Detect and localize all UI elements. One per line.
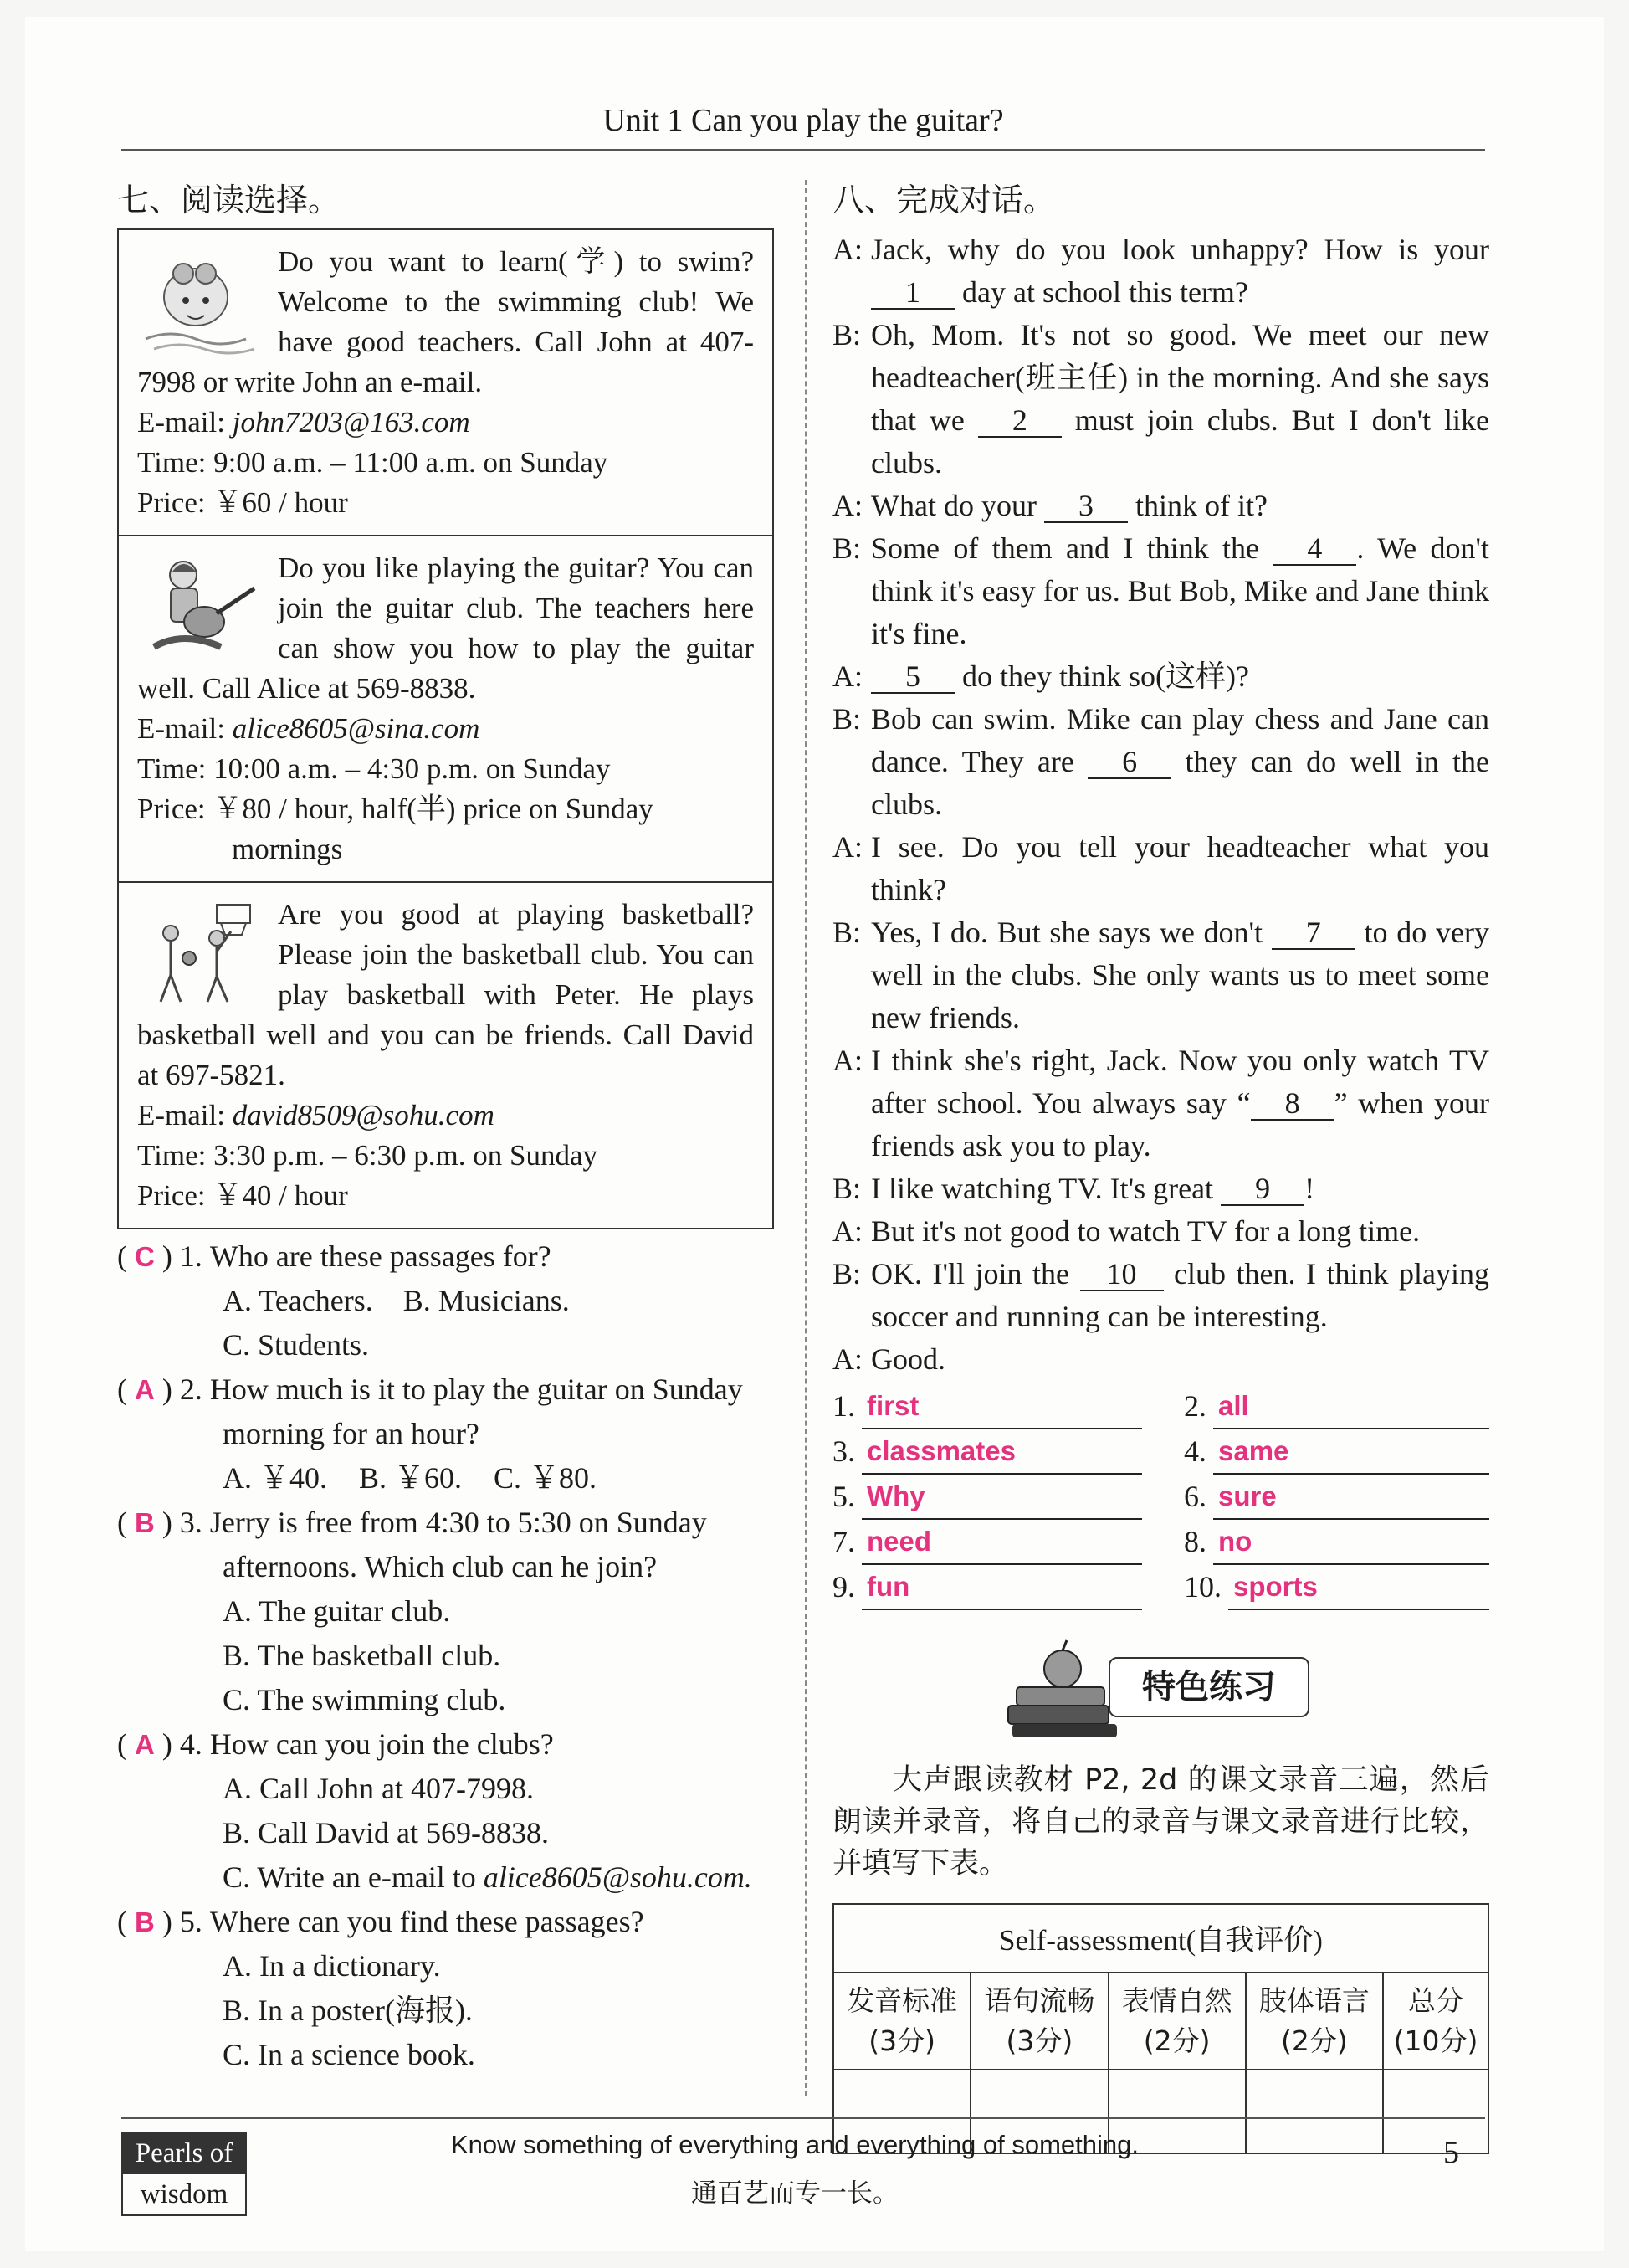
- ad-guitar: [119, 536, 772, 883]
- answer-word: same: [1213, 1429, 1489, 1475]
- speaker: B:: [832, 531, 862, 565]
- blank-8: 8: [1251, 1087, 1334, 1121]
- dialogue-text: OK. I'll join the: [871, 1257, 1080, 1291]
- blank-1: 1: [871, 276, 955, 310]
- criterion-score: (3分): [868, 2024, 935, 2057]
- score-cell-4[interactable]: [1246, 2070, 1383, 2153]
- dialogue-line: [832, 655, 1489, 698]
- dialogue-text: Oh, Mom. It's not so good. We meet our new headteacher(班主任) in the morning. And she says that we: [871, 318, 1489, 437]
- blank-6: 6: [1088, 746, 1171, 779]
- dialogue-text: What do your: [871, 489, 1044, 522]
- question-1: ( C ) 1. Who are these passages for?: [117, 1234, 778, 1279]
- ad-basketball-time: Time: 3:30 p.m. – 6:30 p.m. on Sunday: [137, 1139, 598, 1172]
- dialogue-text: . We don't think it's easy for us. But Bob, Mike and Jane think it's fine.: [871, 531, 1489, 650]
- answer-item: [832, 1384, 1184, 1429]
- speaker: B:: [832, 916, 862, 949]
- ad-swimming-email: E-mail: john7203@163.com: [137, 406, 470, 439]
- answer-num: 9.: [832, 1570, 855, 1604]
- dialogue-text: Bob can swim. Mike can play chess and Jane can dance. They are: [871, 702, 1489, 778]
- answer-item: [1184, 1565, 1489, 1610]
- blank-5: 5: [871, 660, 955, 694]
- ad-guitar-price-cont: mornings: [232, 833, 343, 865]
- question-5-stem: Where can you find these passages?: [209, 1905, 644, 1938]
- dialogue-text: But it's not good to watch TV for a long time.: [871, 1214, 1421, 1248]
- blank-2: 2: [978, 404, 1062, 438]
- guitarist-illustration: [137, 553, 263, 662]
- answer-word: fun: [862, 1565, 1142, 1610]
- answer-num: 7.: [832, 1525, 855, 1558]
- question-1-stem: Who are these passages for?: [209, 1239, 551, 1273]
- dialogue-text: Jack, why do you look unhappy? How is your: [871, 233, 1489, 266]
- motto-en: Know something of everything and everything of something.: [451, 2130, 1139, 2159]
- blank-3: 3: [1044, 490, 1128, 523]
- answer-2: A: [135, 1374, 155, 1405]
- dialogue-line: [832, 1167, 1489, 1210]
- speaker: B:: [832, 702, 862, 736]
- answer-item: [832, 1475, 1184, 1520]
- answer-num: 2.: [1184, 1389, 1206, 1423]
- answer-num: 5.: [832, 1480, 855, 1513]
- ad-basketball-email: E-mail: david8509@sohu.com: [137, 1099, 494, 1131]
- answer-num: 1.: [832, 1389, 855, 1423]
- criterion-cell: [971, 1973, 1108, 2070]
- right-column: [832, 167, 1489, 2154]
- page-number: 5: [1443, 2135, 1459, 2170]
- self-assessment-table: [832, 1903, 1489, 2154]
- ad-swimming-price: Price: ￥60 / hour: [137, 486, 348, 519]
- ad-guitar-price: Price: ￥80 / hour, half(半) price on Sunday: [137, 793, 653, 825]
- question-3-stem: Jerry is free from 4:30 to 5:30 on Sunday: [209, 1506, 707, 1539]
- ads-box: [117, 228, 774, 1229]
- answer-num: 10.: [1184, 1570, 1222, 1604]
- dialogue-line: [832, 826, 1489, 911]
- answer-word: first: [862, 1384, 1142, 1429]
- blank-7: 7: [1272, 916, 1355, 950]
- answer-item: [1184, 1475, 1489, 1520]
- dialogue-text: Good.: [871, 1342, 945, 1376]
- section-7-title: 七、阅读选择。: [117, 182, 341, 218]
- dialogue-line: [832, 1039, 1489, 1167]
- criterion-name: 发音标准: [847, 1984, 958, 2017]
- ad-guitar-email: E-mail: alice8605@sina.com: [137, 712, 480, 745]
- section-8-title: 八、完成对话。: [832, 182, 1056, 218]
- speaker: B:: [832, 1257, 862, 1291]
- speaker: B:: [832, 1172, 862, 1205]
- footer-rule: [121, 2117, 1485, 2119]
- ad-swimming-time: Time: 9:00 a.m. – 11:00 a.m. on Sunday: [137, 446, 608, 479]
- speaker: A:: [832, 830, 863, 864]
- dialogue-text: I think she's right, Jack. Now you only watch TV after school. You always say “: [871, 1044, 1489, 1120]
- dialogue-text: to do very well in the clubs. She only wants us to meet some new friends.: [871, 916, 1489, 1034]
- answer-item: [832, 1565, 1184, 1610]
- answer-num: 8.: [1184, 1525, 1206, 1558]
- dialogue-line: [832, 1338, 1489, 1381]
- question-2: ( A ) 2. How much is it to play the guitar on Sunday: [117, 1367, 778, 1412]
- dialogue-text: day at school this term?: [955, 275, 1248, 309]
- question-5: ( B ) 5. Where can you find these passages?: [117, 1900, 778, 1944]
- answer-item: [832, 1429, 1184, 1475]
- dialogue-line: [832, 485, 1489, 527]
- answer-word: sports: [1228, 1565, 1489, 1610]
- header-rule: [121, 149, 1485, 151]
- question-1-options: A. Teachers. B. Musicians.: [223, 1284, 570, 1317]
- ad-basketball-price: Price: ￥40 / hour: [137, 1179, 348, 1212]
- criterion-score: (3分): [1006, 2024, 1073, 2057]
- dialogue-text: I see. Do you tell your headteacher what you think?: [871, 830, 1489, 906]
- answer-item: [1184, 1429, 1489, 1475]
- dialogue-line: [832, 698, 1489, 826]
- criterion-cell: [1383, 1973, 1488, 2070]
- dialogue-line: [832, 228, 1489, 314]
- speaker: A:: [832, 1214, 863, 1248]
- dialogue-line: [832, 527, 1489, 655]
- dialogue-text: do they think so(这样)?: [955, 659, 1249, 693]
- ad-basketball: [119, 883, 772, 1228]
- dialogue-text: I like watching TV. It's great: [871, 1172, 1222, 1205]
- dialogue: [832, 228, 1489, 1381]
- dialogue-text: Yes, I do. But she says we don't: [871, 916, 1272, 949]
- answer-3: B: [135, 1507, 155, 1538]
- answer-word: all: [1213, 1384, 1489, 1429]
- answer-item: [832, 1520, 1184, 1565]
- dialogue-text: think of it?: [1127, 489, 1268, 522]
- question-2-stem: How much is it to play the guitar on Sunday: [209, 1373, 743, 1406]
- motto-cn: 通百艺而专一长。: [691, 2178, 899, 2209]
- answer-num: 6.: [1184, 1480, 1206, 1513]
- speaker: A:: [832, 233, 863, 266]
- answer-5: B: [135, 1906, 155, 1937]
- books-apple-icon: [1000, 1634, 1125, 1742]
- answer-item: [1184, 1520, 1489, 1565]
- criterion-score: (2分): [1143, 2024, 1211, 2057]
- ad-basketball-intro: Are you good at playing basketball? Please join the basketball club. You can play basketball with Peter. He plays basketball well and you can be friends. Call David at 697-5821.: [137, 898, 754, 1091]
- blank-10: 10: [1080, 1258, 1164, 1291]
- criterion-name: 语句流畅: [984, 1984, 1095, 2017]
- dialogue-line: [832, 1210, 1489, 1253]
- dialogue-text: Some of them and I think the: [871, 531, 1273, 565]
- answer-num: 3.: [832, 1434, 855, 1468]
- criteria-row: [833, 1973, 1488, 2070]
- column-divider: [805, 180, 807, 2096]
- ad-guitar-intro: Do you like playing the guitar? You can join the guitar club. The teachers here can show you how to play the guitar well. Call Alice at 569-8838.: [137, 552, 754, 705]
- criterion-score: (2分): [1281, 2024, 1348, 2057]
- basketball-illustration: [137, 900, 263, 1008]
- question-4: ( A ) 4. How can you join the clubs?: [117, 1722, 778, 1767]
- answer-key: [832, 1384, 1489, 1610]
- answer-word: need: [862, 1520, 1142, 1565]
- special-practice-banner: [1000, 1634, 1318, 1742]
- score-cell-total[interactable]: [1383, 2070, 1488, 2153]
- blank-9: 9: [1221, 1172, 1304, 1206]
- criterion-name: 肢体语言: [1258, 1984, 1370, 2017]
- criterion-cell: [833, 1973, 971, 2070]
- question-2-options: A. ￥40. B. ￥60. C. ￥80.: [223, 1461, 597, 1495]
- question-3: ( B ) 3. Jerry is free from 4:30 to 5:30 on Sunday: [117, 1501, 778, 1545]
- answer-word: no: [1213, 1520, 1489, 1565]
- dialogue-text: must join clubs. But I don't like clubs.: [871, 403, 1489, 480]
- dialogue-line: [832, 1253, 1489, 1338]
- answer-item: [1184, 1384, 1489, 1429]
- speaker: A:: [832, 1044, 863, 1077]
- dialogue-text: !: [1304, 1172, 1315, 1205]
- dialogue-text: club then. I think playing soccer and running can be interesting.: [871, 1257, 1490, 1333]
- criterion-name: 总分: [1408, 1984, 1463, 2017]
- banner-label: 特色练习: [1109, 1657, 1309, 1717]
- speaker: A:: [832, 659, 863, 693]
- answer-4: A: [135, 1729, 155, 1760]
- speaker: A:: [832, 489, 863, 522]
- criterion-name: 表情自然: [1121, 1984, 1232, 2017]
- speaker: B:: [832, 318, 862, 351]
- ad-guitar-time: Time: 10:00 a.m. – 4:30 p.m. on Sunday: [137, 752, 611, 785]
- reading-questions: ( C ) 1. Who are these passages for? A. Teachers. B. Musicians. C. Students. ( A ) 2. How much is it to play the guitar on Sunday morning for an hour? A. ￥40. B. ￥60. C. ￥80. ( B ) 3. Jerry is free from 4:30 to 5:30 on Sunday afternoons. Which club can he join? A. The guitar club. B. The basketball club. C. The swimming club. ( A ) 4. How can you join the clubs? A. Call John at 407-7998. B. Call David at 569-8838. C. Write an e-mail to alice8605@sohu.com. ( B ) 5. Where can you find these passages? A. In a dictionary. B. In a poster(海报). C. In a science book.: [117, 1234, 778, 2077]
- answer-num: 4.: [1184, 1434, 1206, 1468]
- pearls-of-wisdom-badge: Pearls of wisdom: [121, 2132, 247, 2216]
- answer-1: C: [135, 1241, 155, 1272]
- answer-word: sure: [1213, 1475, 1489, 1520]
- criterion-cell: [1109, 1973, 1246, 2070]
- ad-swimming: [119, 230, 772, 536]
- dialogue-line: [832, 911, 1489, 1039]
- left-column: [117, 167, 778, 2077]
- table-title: Self-assessment(自我评价): [833, 1904, 1488, 1973]
- question-4-stem: How can you join the clubs?: [209, 1727, 554, 1761]
- criterion-score: (10分): [1393, 2024, 1478, 2057]
- dialogue-text: they can do well in the clubs.: [871, 745, 1489, 821]
- blank-4: 4: [1273, 532, 1356, 566]
- speaker: A:: [832, 1342, 863, 1376]
- practice-instruction: 大声跟读教材 P2, 2d 的课文录音三遍，然后朗读并录音，将自己的录音与课文录音进行比较，并填写下表。: [832, 1763, 1489, 1881]
- dialogue-text: ” when your friends ask you to play.: [871, 1086, 1490, 1162]
- answer-word: classmates: [862, 1429, 1142, 1475]
- swimmer-illustration: [137, 247, 263, 356]
- ad-swimming-intro: Do you want to learn(学) to swim? Welcome to the swimming club! We have good teachers. Call John at 407-7998 or write John an e-mail.: [137, 245, 754, 398]
- dialogue-line: [832, 314, 1489, 485]
- answer-word: Why: [862, 1475, 1142, 1520]
- unit-header: Unit 1 Can you play the guitar?: [602, 103, 1004, 138]
- criterion-cell: [1246, 1973, 1383, 2070]
